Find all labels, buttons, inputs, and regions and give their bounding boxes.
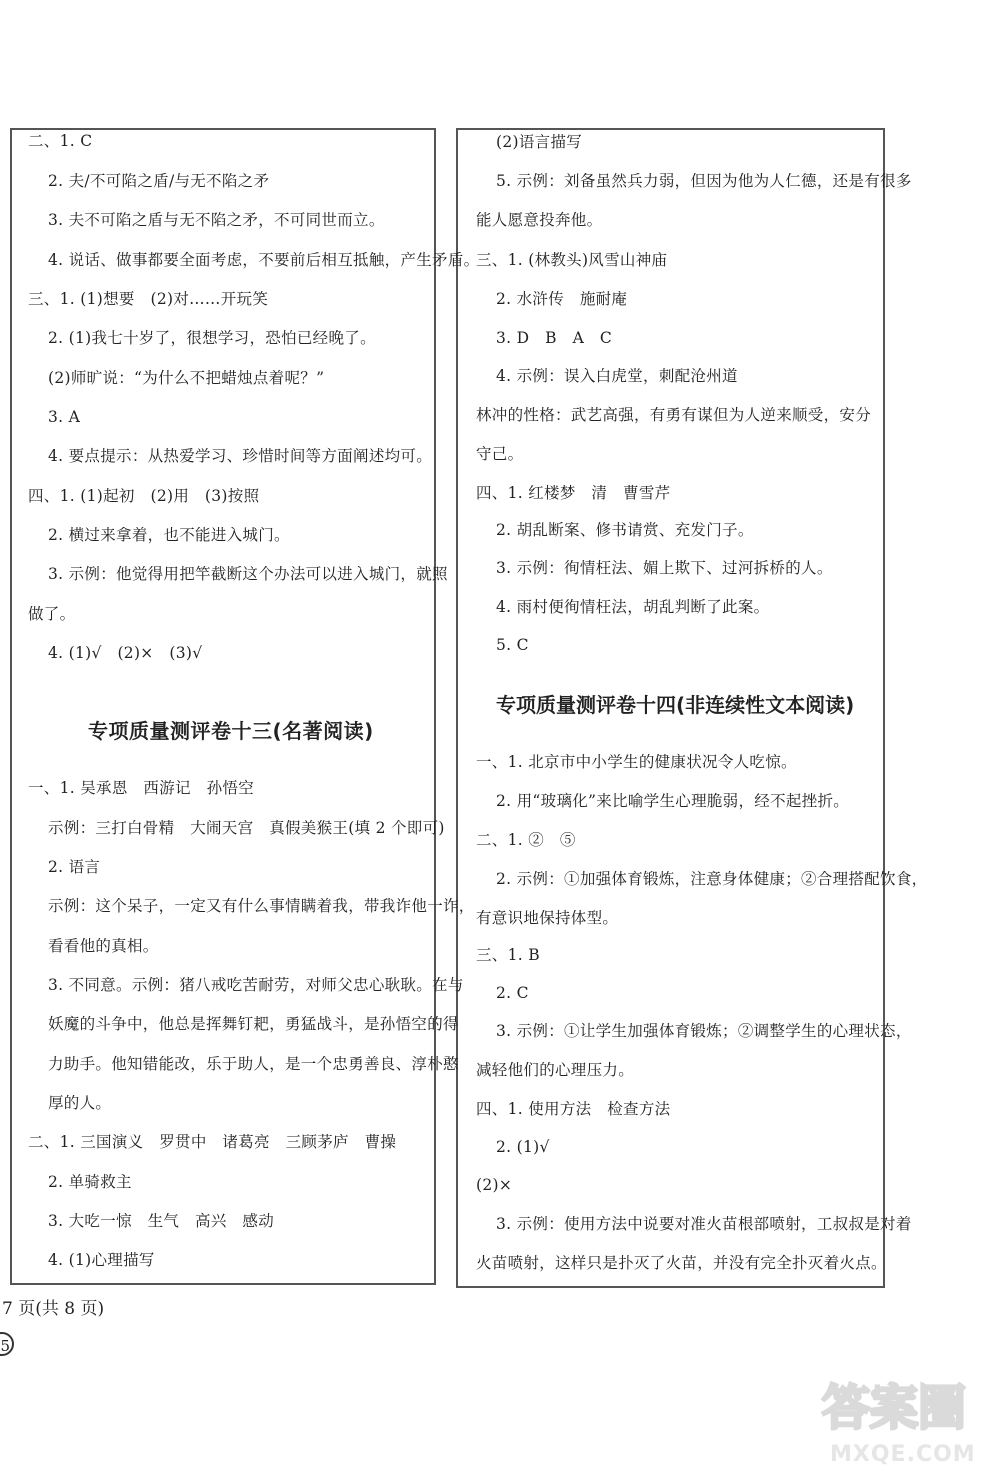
answer-line: (2)师旷说：“为什么不把蜡烛点着呢？” xyxy=(48,369,325,387)
section-heading: 专项质量测评卷十四(非连续性文本阅读) xyxy=(496,693,855,717)
answer-line: 2. (1)我七十岁了，很想学习，恐怕已经晚了。 xyxy=(48,329,376,347)
answer-line: 3. 示例：徇情枉法、媚上欺下、过河拆桥的人。 xyxy=(496,559,833,577)
answer-line: 二、1. 三国演义 罗贯中 诸葛亮 三顾茅庐 曹操 xyxy=(28,1133,397,1151)
watermark-logo-text: 答案圈 xyxy=(822,1380,967,1436)
answer-line: 2. 单骑救主 xyxy=(48,1173,132,1191)
watermark-url: MXQE.COM xyxy=(830,1442,976,1467)
answer-line: 减轻他们的心理压力。 xyxy=(476,1061,635,1079)
answer-line: 2. C xyxy=(496,984,529,1002)
answer-line: 林冲的性格：武艺高强，有勇有谋但为人逆来顺受，安分 xyxy=(476,406,872,424)
answer-line: 力助手。他知错能改，乐于助人，是一个忠勇善良、淳朴憨 xyxy=(48,1055,459,1073)
answer-line: 二、1. C xyxy=(28,132,93,150)
answer-line: 4. 示例：误入白虎堂，刺配沧州道 xyxy=(496,367,738,385)
page-indicator: 7 页(共 8 页) xyxy=(2,1299,105,1319)
answer-line: 2. (1)√ xyxy=(496,1138,550,1156)
answer-line: 四、1. 使用方法 检查方法 xyxy=(476,1100,671,1118)
answer-line: 4. 雨村便徇情枉法，胡乱判断了此案。 xyxy=(496,598,770,616)
answer-line: 厚的人。 xyxy=(48,1094,112,1112)
answer-line: 守己。 xyxy=(476,445,524,463)
answer-line: 4. 要点提示：从热爱学习、珍惜时间等方面阐述均可。 xyxy=(48,447,433,465)
answer-line: (2)语言描写 xyxy=(496,133,583,151)
answer-line: 三、1. (林教头)风雪山神庙 xyxy=(476,251,668,269)
answer-line: 二、1. ② ⑤ xyxy=(476,831,576,849)
watermark-logo-icon xyxy=(818,1372,978,1442)
answer-line: 2. 语言 xyxy=(48,858,101,876)
answer-line: 3. 大吃一惊 生气 高兴 感动 xyxy=(48,1212,275,1230)
answer-line: 5. C xyxy=(496,636,529,654)
answer-line: 2. 横过来拿着，也不能进入城门。 xyxy=(48,526,290,544)
answer-line: 有意识地保持体型。 xyxy=(476,909,619,927)
answer-line: 做了。 xyxy=(28,605,76,623)
answer-line: 一、1. 吴承恩 西游记 孙悟空 xyxy=(28,779,255,797)
answer-line: 4. (1)√ (2)× (3)√ xyxy=(48,644,203,662)
answer-line: 能人愿意投奔他。 xyxy=(476,211,603,229)
answer-line: 3. 示例：①让学生加强体育锻炼；②调整学生的心理状态， xyxy=(496,1022,912,1040)
answer-line: 3. 夫不可陷之盾与无不陷之矛，不可同世而立。 xyxy=(48,211,385,229)
answer-line: 4. (1)心理描写 xyxy=(48,1251,155,1269)
answer-line: 3. 不同意。示例：猪八戒吃苦耐劳，对师父忠心耿耿。在与 xyxy=(48,976,464,994)
answer-line: 2. 用“玻璃化”来比喻学生心理脆弱，经不起挫折。 xyxy=(496,792,850,810)
answer-line: 5. 示例：刘备虽然兵力弱，但因为他为人仁德，还是有很多 xyxy=(496,172,912,190)
answer-line: 3. 示例：使用方法中说要对准火苗根部喷射，工叔叔是对着 xyxy=(496,1215,912,1233)
answer-line: 2. 示例：①加强体育锻炼，注意身体健康；②合理搭配饮食， xyxy=(496,870,928,888)
answer-line: 示例：三打白骨精 大闹天宫 真假美猴王(填 2 个即可) xyxy=(48,819,445,837)
answer-line: 3. 示例：他觉得用把竿截断这个办法可以进入城门，就照 xyxy=(48,565,448,583)
answer-line: (2)× xyxy=(476,1176,513,1194)
answer-line: 四、1. 红楼梦 清 曹雪芹 xyxy=(476,484,671,502)
answer-line: 一、1. 北京市中小学生的健康状况令人吃惊。 xyxy=(476,753,797,771)
answer-line: 2. 水浒传 施耐庵 xyxy=(496,290,628,308)
answer-line: 3. A xyxy=(48,408,81,426)
page-number-badge: 5 xyxy=(0,1332,14,1356)
answer-line: 三、1. (1)想要 (2)对……开玩笑 xyxy=(28,290,269,308)
section-heading: 专项质量测评卷十三(名著阅读) xyxy=(88,719,374,743)
answer-line: 2. 夫/不可陷之盾/与无不陷之矛 xyxy=(48,172,270,190)
answer-line: 4. 说话、做事都要全面考虑，不要前后相互抵触，产生矛盾。 xyxy=(48,251,480,269)
answer-line: 四、1. (1)起初 (2)用 (3)按照 xyxy=(28,487,260,505)
answer-line: 看看他的真相。 xyxy=(48,937,159,955)
answer-line: 妖魔的斗争中，他总是挥舞钉耙，勇猛战斗，是孙悟空的得 xyxy=(48,1015,459,1033)
answer-line: 示例：这个呆子，一定又有什么事情瞒着我，带我诈他一诈， xyxy=(48,897,475,915)
answer-line: 2. 胡乱断案、修书请赏、充发门子。 xyxy=(496,521,754,539)
answer-line: 火苗喷射，这样只是扑灭了火苗，并没有完全扑灭着火点。 xyxy=(476,1254,887,1272)
answer-line: 三、1. B xyxy=(476,946,540,964)
answer-line: 3. D B A C xyxy=(496,329,613,347)
